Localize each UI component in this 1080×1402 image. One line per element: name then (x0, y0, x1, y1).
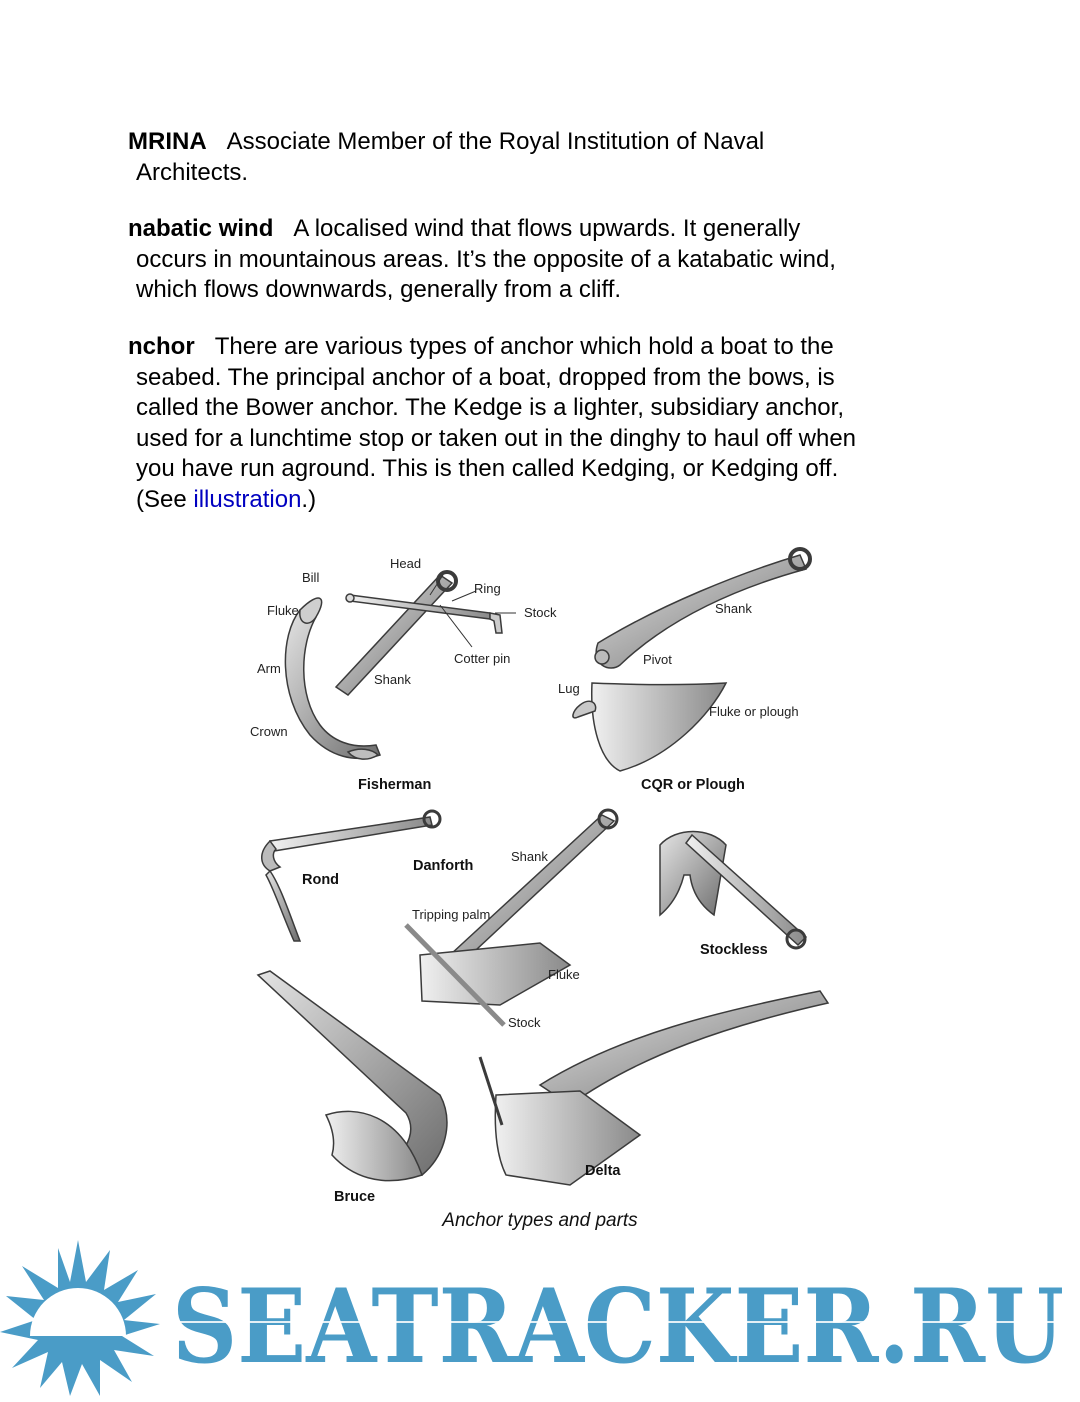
entry-text: used for a lunchtime stop or taken out in the dinghy to haul off when (136, 424, 857, 452)
name-bruce: Bruce (334, 1189, 376, 1205)
label-lug: Lug (558, 681, 580, 696)
entry-text: seabed. The principal anchor of a boat, dropped from the bows, is (136, 363, 835, 391)
glossary-entry-mrina (128, 127, 943, 188)
entry-text: called the Bower anchor. The Kedge is a lighter, subsidiary anchor, (136, 394, 844, 421)
label-stock: Stock (524, 605, 557, 620)
name-danforth: Danforth (413, 858, 474, 874)
name-delta: Delta (585, 1163, 621, 1179)
watermark-text: SEATRACKER.RU (172, 1267, 1064, 1387)
illustration-link[interactable]: illustration (193, 485, 302, 513)
label-tripping-palm: Tripping palm (412, 907, 491, 922)
label-arm: Arm (257, 661, 281, 676)
entry-text: occurs in mountainous areas. It’s the opposite of a katabatic wind, (136, 245, 836, 273)
name-cqr: CQR or Plough (641, 777, 745, 793)
label-danforth-stock: Stock (508, 1015, 541, 1030)
entry-first-line (128, 214, 943, 245)
name-fisherman: Fisherman (358, 777, 432, 793)
bruce-anchor (258, 971, 447, 1181)
label-cotter-pin: Cotter pin (454, 651, 511, 666)
see-also-line (128, 485, 943, 516)
see-prefix: (See (136, 485, 194, 513)
label-pivot: Pivot (643, 652, 672, 667)
entry-text: which flows downwards, generally from a cliff. (136, 276, 622, 303)
label-bill: Bill (302, 570, 320, 585)
seatracker-watermark (0, 1232, 1080, 1397)
name-rond: Rond (302, 872, 340, 888)
anchor-diagram (240, 535, 840, 1215)
figure-caption: Anchor types and parts (442, 1210, 638, 1231)
entry-text: you have run aground. This is then called Kedging, or Kedging off. (136, 455, 839, 482)
label-fluke: Fluke (267, 603, 299, 618)
stockless-anchor (660, 832, 806, 949)
cqr-anchor (573, 549, 810, 771)
label-danforth-shank: Shank (511, 849, 548, 864)
see-suffix: .) (301, 485, 317, 513)
entry-text: There are various types of anchor which hold a boat to the (214, 333, 834, 360)
entry-text: A localised wind that flows upwards. It generally (293, 215, 801, 242)
entry-term: nabatic wind (128, 215, 274, 242)
label-head: Head (390, 556, 422, 571)
glossary-entry-anabatic-wind (128, 214, 943, 306)
label-danforth-fluke: Fluke (548, 967, 580, 982)
label-shank: Shank (374, 672, 411, 687)
sun-logo-icon (0, 1240, 160, 1396)
entry-first-line (128, 332, 943, 363)
entry-term: nchor (128, 333, 195, 360)
name-stockless: Stockless (700, 942, 768, 958)
anchor-illustration (240, 535, 840, 1215)
label-cqr-shank: Shank (715, 601, 752, 616)
entry-term: MRINA (128, 128, 207, 155)
entry-first-line (128, 127, 943, 158)
entry-text: Associate Member of the Royal Institution of Naval (226, 128, 765, 155)
entry-text: Architects. (136, 158, 249, 186)
label-ring: Ring (474, 581, 501, 596)
label-crown: Crown (250, 724, 288, 739)
glossary-entry-anchor (128, 332, 943, 515)
label-fluke-plough: Fluke or plough (709, 704, 799, 719)
